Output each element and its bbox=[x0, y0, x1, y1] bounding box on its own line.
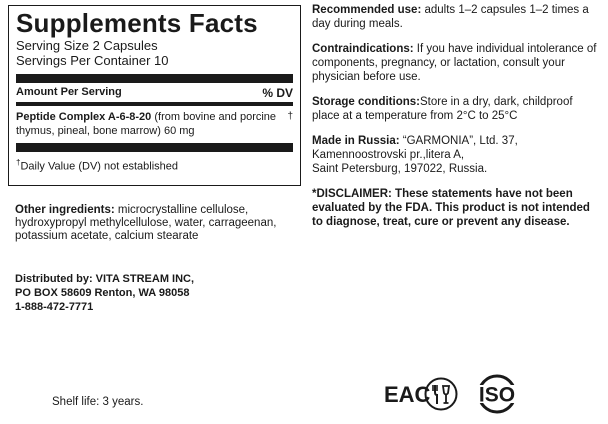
other-ingredients-label: Other ingredients: bbox=[15, 204, 115, 216]
ingredient-text bbox=[16, 110, 278, 138]
other-ingredients bbox=[15, 204, 305, 243]
contraindications bbox=[312, 42, 602, 84]
distributor-line2: PO BOX 58609 Renton, WA 98058 bbox=[15, 287, 190, 299]
divider-thick-bottom bbox=[16, 143, 293, 152]
ingredient-dv: † bbox=[287, 111, 293, 122]
amount-header-row bbox=[16, 83, 293, 102]
serving-size: Serving Size 2 Capsules bbox=[16, 38, 158, 53]
use-text: adults 1–2 capsules 1–2 times a day during meals. bbox=[312, 4, 589, 30]
made-label: Made in Russia: bbox=[312, 135, 400, 147]
contra-label: Contraindications: bbox=[312, 43, 414, 55]
certification-logos bbox=[384, 374, 526, 414]
distributor-line1: Distributed by: VITA STREAM INC, bbox=[15, 273, 195, 285]
disclaimer: *DISCLAIMER: These statements have not been evaluated by the FDA. This product is not intended to diagnose, treat, cure or prevent any disease. bbox=[312, 188, 590, 228]
footnote-text: Daily Value (DV) not established bbox=[20, 160, 178, 173]
storage-text: Store in a dry, dark, childproof place at a temperature from 2°C to 25°C bbox=[312, 96, 573, 122]
ingredient-name: Peptide Complex A-6-8-20 bbox=[16, 111, 152, 123]
made-line1: “GARMONIA”, Ltd. 37, bbox=[399, 135, 518, 147]
supplement-facts-panel bbox=[8, 5, 301, 186]
other-ingredients-text: microcrystalline cellulose, hydroxypropyl methylcellulose, water, carrageenan, potassium acetate, calcium stearate bbox=[15, 204, 277, 242]
made-line2: Kamennoostrovski pr.,litera A, bbox=[312, 149, 465, 161]
shelf-life: Shelf life: 3 years. bbox=[52, 396, 144, 408]
distributor-info bbox=[15, 272, 305, 314]
amount-header: Amount Per Serving bbox=[16, 86, 122, 98]
storage-conditions bbox=[312, 95, 602, 123]
distributor-line3: 1-888-472-7771 bbox=[15, 301, 94, 313]
ingredient-desc: (from bovine and porcine thymus, pineal, bone marrow) 60 mg bbox=[16, 111, 277, 137]
use-label: Recommended use: bbox=[312, 4, 422, 16]
footnote-mark: † bbox=[16, 158, 21, 167]
ingredient-row bbox=[16, 106, 293, 138]
storage-label: Storage conditions: bbox=[312, 96, 420, 108]
footnote bbox=[16, 152, 293, 173]
eac-logo-text: EAC bbox=[384, 382, 431, 407]
iso-logo-text: ISO bbox=[478, 383, 516, 407]
made-in bbox=[312, 134, 602, 176]
dv-header: % DV bbox=[262, 86, 293, 100]
contra-text: If you have individual intolerance of components, pregnancy, or lactation, consult your physician before use. bbox=[312, 43, 597, 83]
facts-title: Supplements Facts bbox=[16, 8, 258, 38]
right-column bbox=[312, 3, 602, 240]
iso-logo-icon bbox=[468, 374, 526, 414]
recommended-use bbox=[312, 3, 602, 31]
divider-thick bbox=[16, 74, 293, 83]
eac-mark-icon bbox=[384, 380, 431, 408]
servings-per-container: Servings Per Container 10 bbox=[16, 53, 169, 68]
food-safe-icon bbox=[424, 377, 458, 411]
made-line3: Saint Petersburg, 197022, Russia. bbox=[312, 163, 488, 175]
